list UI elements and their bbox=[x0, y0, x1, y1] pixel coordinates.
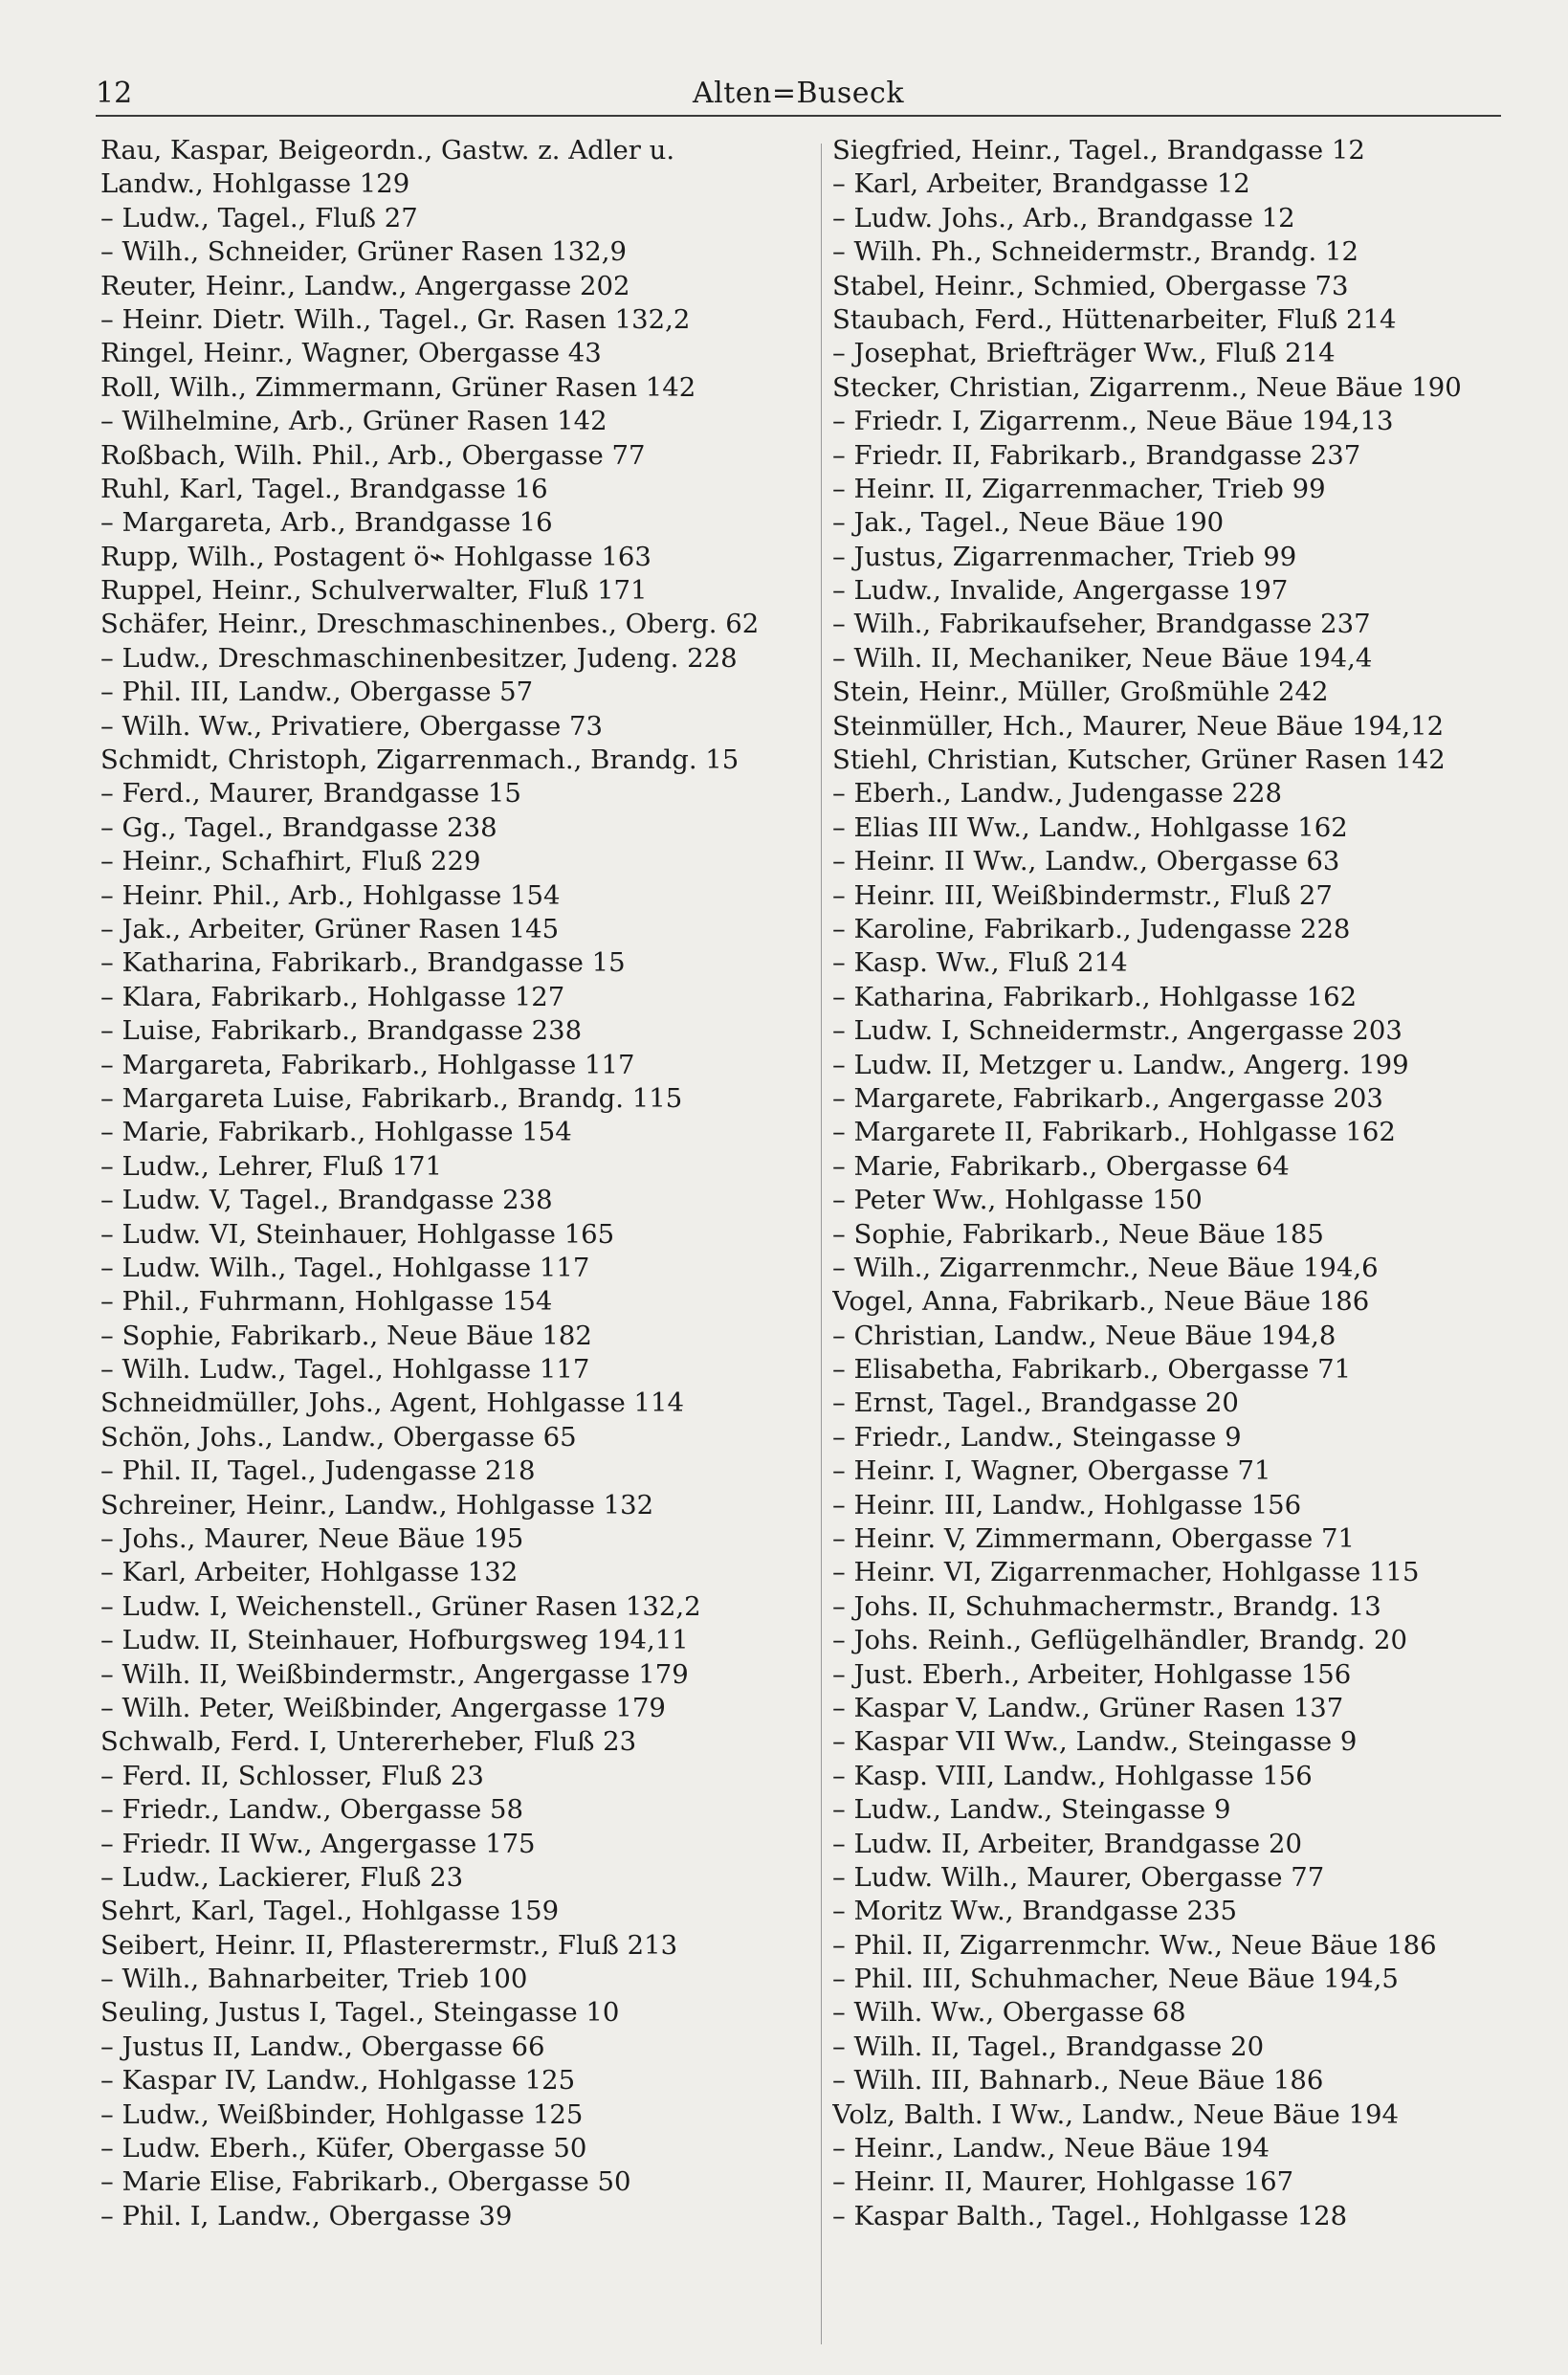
directory-entry: – Sophie, Fabrikarb., Neue Bäue 185 bbox=[832, 1218, 1324, 1250]
directory-entry: Landw., Hohlgasse 129 bbox=[100, 168, 410, 200]
directory-entry: – Ludw. I, Schneidermstr., Angergasse 203 bbox=[832, 1015, 1402, 1047]
directory-entry: Stabel, Heinr., Schmied, Obergasse 73 bbox=[832, 270, 1349, 301]
directory-entry: Schön, Johs., Landw., Obergasse 65 bbox=[100, 1421, 577, 1453]
directory-entry: Schwalb, Ferd. I, Untererheber, Fluß 23 bbox=[100, 1726, 637, 1758]
directory-entry: – Marie Elise, Fabrikarb., Obergasse 50 bbox=[100, 2166, 631, 2198]
directory-entry: – Wilh., Bahnarbeiter, Trieb 100 bbox=[100, 1964, 528, 1995]
directory-entry: – Phil. III, Landw., Obergasse 57 bbox=[100, 677, 534, 708]
directory-entry: – Wilh. Ludw., Tagel., Hohlgasse 117 bbox=[100, 1354, 590, 1386]
directory-entry: – Ludw. II, Metzger u. Landw., Angerg. 199 bbox=[832, 1049, 1409, 1080]
directory-entry: Schreiner, Heinr., Landw., Hohlgasse 132 bbox=[100, 1489, 654, 1520]
directory-entry: – Friedr., Landw., Steingasse 9 bbox=[832, 1421, 1242, 1453]
directory-entry: – Wilh., Fabrikaufseher, Brandgasse 237 bbox=[832, 609, 1371, 640]
directory-entry: – Margarete II, Fabrikarb., Hohlgasse 162 bbox=[832, 1117, 1396, 1148]
directory-entry: – Christian, Landw., Neue Bäue 194,8 bbox=[832, 1320, 1336, 1351]
directory-entry: – Sophie, Fabrikarb., Neue Bäue 182 bbox=[100, 1320, 592, 1351]
directory-entry: – Eberh., Landw., Judengasse 228 bbox=[832, 778, 1283, 810]
directory-entry: – Ludw. II, Arbeiter, Brandgasse 20 bbox=[832, 1828, 1302, 1859]
directory-entry: Volz, Balth. I Ww., Landw., Neue Bäue 194 bbox=[832, 2098, 1400, 2130]
directory-entry: – Just. Eberh., Arbeiter, Hohlgasse 156 bbox=[832, 1658, 1352, 1690]
directory-entry: – Justus II, Landw., Obergasse 66 bbox=[100, 2031, 545, 2062]
directory-entry: – Elisabetha, Fabrikarb., Obergasse 71 bbox=[832, 1354, 1352, 1386]
directory-entry: Vogel, Anna, Fabrikarb., Neue Bäue 186 bbox=[832, 1286, 1370, 1318]
directory-entry: – Friedr., Landw., Obergasse 58 bbox=[100, 1794, 524, 1826]
directory-entry: – Heinr. I, Wagner, Obergasse 71 bbox=[832, 1455, 1271, 1487]
directory-entry: – Wilh. II, Weißbindermstr., Angergasse 179 bbox=[100, 1658, 689, 1690]
directory-entry: – Wilh. Ww., Obergasse 68 bbox=[832, 1997, 1186, 2029]
directory-entry: – Ludw. Wilh., Maurer, Obergasse 77 bbox=[832, 1861, 1325, 1893]
directory-entry: – Heinr. Dietr. Wilh., Tagel., Gr. Rasen 132,2 bbox=[100, 303, 691, 335]
directory-entry: – Katharina, Fabrikarb., Hohlgasse 162 bbox=[832, 981, 1358, 1012]
directory-entry: Roßbach, Wilh. Phil., Arb., Obergasse 77 bbox=[100, 439, 646, 471]
directory-entry: – Kaspar V, Landw., Grüner Rasen 137 bbox=[832, 1692, 1344, 1723]
directory-entry: – Kasp. VIII, Landw., Hohlgasse 156 bbox=[832, 1760, 1313, 1791]
directory-entry: – Friedr. II, Fabrikarb., Brandgasse 237 bbox=[832, 439, 1361, 471]
directory-entry: Siegfried, Heinr., Tagel., Brandgasse 12 bbox=[832, 135, 1365, 166]
page-number: 12 bbox=[96, 77, 133, 110]
directory-entry: – Heinr. V, Zimmermann, Obergasse 71 bbox=[832, 1523, 1356, 1555]
directory-entry: – Phil. III, Schuhmacher, Neue Bäue 194,5 bbox=[832, 1964, 1399, 1995]
directory-entry: – Justus, Zigarrenmacher, Trieb 99 bbox=[832, 541, 1297, 572]
directory-entry: – Margarete, Fabrikarb., Angergasse 203 bbox=[832, 1082, 1383, 1114]
directory-entry: – Ludw., Landw., Steingasse 9 bbox=[832, 1794, 1231, 1826]
header-rule bbox=[96, 115, 1501, 117]
directory-entry: – Ludw., Invalide, Angergasse 197 bbox=[832, 575, 1289, 607]
directory-entry: – Wilh., Schneider, Grüner Rasen 132,9 bbox=[100, 236, 628, 268]
directory-entry: – Johs., Maurer, Neue Bäue 195 bbox=[100, 1523, 524, 1555]
directory-entry: – Ludw., Lehrer, Fluß 171 bbox=[100, 1150, 443, 1182]
directory-entry: Seuling, Justus I, Tagel., Steingasse 10 bbox=[100, 1997, 620, 2029]
directory-entry: – Phil., Fuhrmann, Hohlgasse 154 bbox=[100, 1286, 553, 1318]
directory-entry: Roll, Wilh., Zimmermann, Grüner Rasen 142 bbox=[100, 371, 696, 403]
directory-entry: – Kaspar Balth., Tagel., Hohlgasse 128 bbox=[832, 2200, 1348, 2231]
directory-entry: – Phil. II, Zigarrenmchr. Ww., Neue Bäue 186 bbox=[832, 1929, 1437, 1961]
directory-entry: – Friedr. II Ww., Angergasse 175 bbox=[100, 1828, 536, 1859]
directory-entry: – Karoline, Fabrikarb., Judengasse 228 bbox=[832, 913, 1351, 944]
directory-entry: – Wilh. III, Bahnarb., Neue Bäue 186 bbox=[832, 2065, 1324, 2097]
directory-entry: – Phil. I, Landw., Obergasse 39 bbox=[100, 2200, 513, 2231]
directory-entry: – Ludw. I, Weichenstell., Grüner Rasen 132,2 bbox=[100, 1590, 701, 1622]
directory-entry: – Ernst, Tagel., Brandgasse 20 bbox=[832, 1387, 1239, 1419]
directory-entry: – Karl, Arbeiter, Hohlgasse 132 bbox=[100, 1557, 519, 1588]
directory-entry: – Gg., Tagel., Brandgasse 238 bbox=[100, 811, 497, 843]
directory-entry: Schmidt, Christoph, Zigarrenmach., Brandg. 15 bbox=[100, 744, 740, 776]
directory-entry: – Wilh. Peter, Weißbinder, Angergasse 179 bbox=[100, 1692, 666, 1723]
directory-entry: – Heinr. II, Maurer, Hohlgasse 167 bbox=[832, 2166, 1294, 2198]
directory-entry: – Heinr. VI, Zigarrenmacher, Hohlgasse 115 bbox=[832, 1557, 1420, 1588]
directory-entry: – Wilh. II, Tagel., Brandgasse 20 bbox=[832, 2031, 1265, 2062]
directory-entry: Staubach, Ferd., Hüttenarbeiter, Fluß 214 bbox=[832, 303, 1397, 335]
directory-entry: Stein, Heinr., Müller, Großmühle 242 bbox=[832, 677, 1329, 708]
directory-entry: – Ludw., Lackierer, Fluß 23 bbox=[100, 1861, 464, 1893]
directory-entry: – Johs. II, Schuhmachermstr., Brandg. 13 bbox=[832, 1590, 1381, 1622]
directory-entry: – Margareta, Arb., Brandgasse 16 bbox=[100, 507, 553, 539]
directory-entry: – Johs. Reinh., Geflügelhändler, Brandg. 20 bbox=[832, 1625, 1408, 1656]
directory-entry: Steinmüller, Hch., Maurer, Neue Bäue 194,12 bbox=[832, 710, 1445, 742]
directory-entry: – Ludw., Tagel., Fluß 27 bbox=[100, 202, 418, 233]
directory-entry: Rupp, Wilh., Postagent ö⌁ Hohlgasse 163 bbox=[100, 541, 651, 572]
directory-entry: – Elias III Ww., Landw., Hohlgasse 162 bbox=[832, 811, 1348, 843]
right-column bbox=[832, 134, 1540, 2233]
directory-entry: – Ludw. Johs., Arb., Brandgasse 12 bbox=[832, 202, 1295, 233]
directory-entry: – Katharina, Fabrikarb., Brandgasse 15 bbox=[100, 947, 626, 979]
directory-entry: Stiehl, Christian, Kutscher, Grüner Rasen 142 bbox=[832, 744, 1446, 776]
directory-entry: – Ludw. II, Steinhauer, Hofburgsweg 194,11 bbox=[100, 1625, 689, 1656]
directory-entry: – Josephat, Briefträger Ww., Fluß 214 bbox=[832, 338, 1336, 369]
directory-entry: – Margareta, Fabrikarb., Hohlgasse 117 bbox=[100, 1049, 635, 1080]
directory-entry: – Heinr. III, Landw., Hohlgasse 156 bbox=[832, 1489, 1302, 1520]
directory-entry: – Ludw. V, Tagel., Brandgasse 238 bbox=[100, 1185, 553, 1216]
directory-entry: – Karl, Arbeiter, Brandgasse 12 bbox=[832, 168, 1250, 200]
directory-entry: Sehrt, Karl, Tagel., Hohlgasse 159 bbox=[100, 1896, 560, 1927]
directory-entry: – Heinr., Schafhirt, Fluß 229 bbox=[100, 846, 481, 877]
directory-entry: – Heinr. Phil., Arb., Hohlgasse 154 bbox=[100, 879, 561, 911]
directory-entry: – Marie, Fabrikarb., Hohlgasse 154 bbox=[100, 1117, 572, 1148]
directory-entry: – Marie, Fabrikarb., Obergasse 64 bbox=[832, 1150, 1290, 1182]
directory-entry: – Jak., Tagel., Neue Bäue 190 bbox=[832, 507, 1225, 539]
directory-entry: – Ludw. Wilh., Tagel., Hohlgasse 117 bbox=[100, 1252, 590, 1283]
directory-entry: – Wilh. II, Mechaniker, Neue Bäue 194,4 bbox=[832, 642, 1373, 674]
directory-entry: – Kaspar VII Ww., Landw., Steingasse 9 bbox=[832, 1726, 1358, 1758]
directory-entry: – Margareta Luise, Fabrikarb., Brandg. 115 bbox=[100, 1082, 683, 1114]
directory-entry: Reuter, Heinr., Landw., Angergasse 202 bbox=[100, 270, 630, 301]
directory-entry: – Kaspar IV, Landw., Hohlgasse 125 bbox=[100, 2065, 576, 2097]
page-header bbox=[96, 67, 1501, 117]
directory-entry: – Heinr. II, Zigarrenmacher, Trieb 99 bbox=[832, 473, 1326, 504]
directory-entry: – Wilhelmine, Arb., Grüner Rasen 142 bbox=[100, 406, 607, 437]
directory-entry: Ruppel, Heinr., Schulverwalter, Fluß 171 bbox=[100, 575, 648, 607]
directory-entry: Rau, Kaspar, Beigeordn., Gastw. z. Adler u. bbox=[100, 135, 675, 166]
directory-entry: – Wilh. Ww., Privatiere, Obergasse 73 bbox=[100, 710, 604, 742]
directory-entry: – Moritz Ww., Brandgasse 235 bbox=[832, 1896, 1237, 1927]
directory-entry: Schäfer, Heinr., Dreschmaschinenbes., Oberg. 62 bbox=[100, 609, 760, 640]
left-column bbox=[100, 134, 808, 2233]
directory-entry: – Ludw., Dreschmaschinenbesitzer, Judeng. 228 bbox=[100, 642, 738, 674]
directory-entry: – Klara, Fabrikarb., Hohlgasse 127 bbox=[100, 981, 565, 1012]
directory-entry: – Ludw., Weißbinder, Hohlgasse 125 bbox=[100, 2098, 584, 2130]
directory-entry: – Phil. II, Tagel., Judengasse 218 bbox=[100, 1455, 536, 1487]
directory-entry: – Ludw. Eberh., Küfer, Obergasse 50 bbox=[100, 2133, 587, 2164]
directory-entry: – Ferd., Maurer, Brandgasse 15 bbox=[100, 778, 521, 810]
directory-entry: – Kasp. Ww., Fluß 214 bbox=[832, 947, 1128, 979]
directory-entry: Stecker, Christian, Zigarrenm., Neue Bäue 190 bbox=[832, 371, 1462, 403]
directory-entry: – Heinr. II Ww., Landw., Obergasse 63 bbox=[832, 846, 1340, 877]
directory-entry: Ringel, Heinr., Wagner, Obergasse 43 bbox=[100, 338, 602, 369]
directory-entry: Schneidmüller, Johs., Agent, Hohlgasse 114 bbox=[100, 1387, 684, 1419]
directory-entry: – Wilh. Ph., Schneidermstr., Brandg. 12 bbox=[832, 236, 1358, 268]
directory-entry: – Heinr., Landw., Neue Bäue 194 bbox=[832, 2133, 1270, 2164]
directory-entry: – Ludw. VI, Steinhauer, Hohlgasse 165 bbox=[100, 1218, 615, 1250]
directory-entry: – Friedr. I, Zigarrenm., Neue Bäue 194,13 bbox=[832, 406, 1394, 437]
directory-entry: – Heinr. III, Weißbindermstr., Fluß 27 bbox=[832, 879, 1333, 911]
directory-entry: – Luise, Fabrikarb., Brandgasse 238 bbox=[100, 1015, 583, 1047]
directory-entry: – Ferd. II, Schlosser, Fluß 23 bbox=[100, 1760, 484, 1791]
running-title: Alten=Buseck bbox=[692, 77, 905, 110]
directory-entry: Seibert, Heinr. II, Pflasterermstr., Fluß 213 bbox=[100, 1929, 678, 1961]
directory-entry: Ruhl, Karl, Tagel., Brandgasse 16 bbox=[100, 473, 548, 504]
directory-entry: – Peter Ww., Hohlgasse 150 bbox=[832, 1185, 1203, 1216]
directory-entry: – Wilh., Zigarrenmchr., Neue Bäue 194,6 bbox=[832, 1252, 1379, 1283]
column-divider bbox=[821, 144, 822, 2344]
directory-entry: – Jak., Arbeiter, Grüner Rasen 145 bbox=[100, 913, 560, 944]
